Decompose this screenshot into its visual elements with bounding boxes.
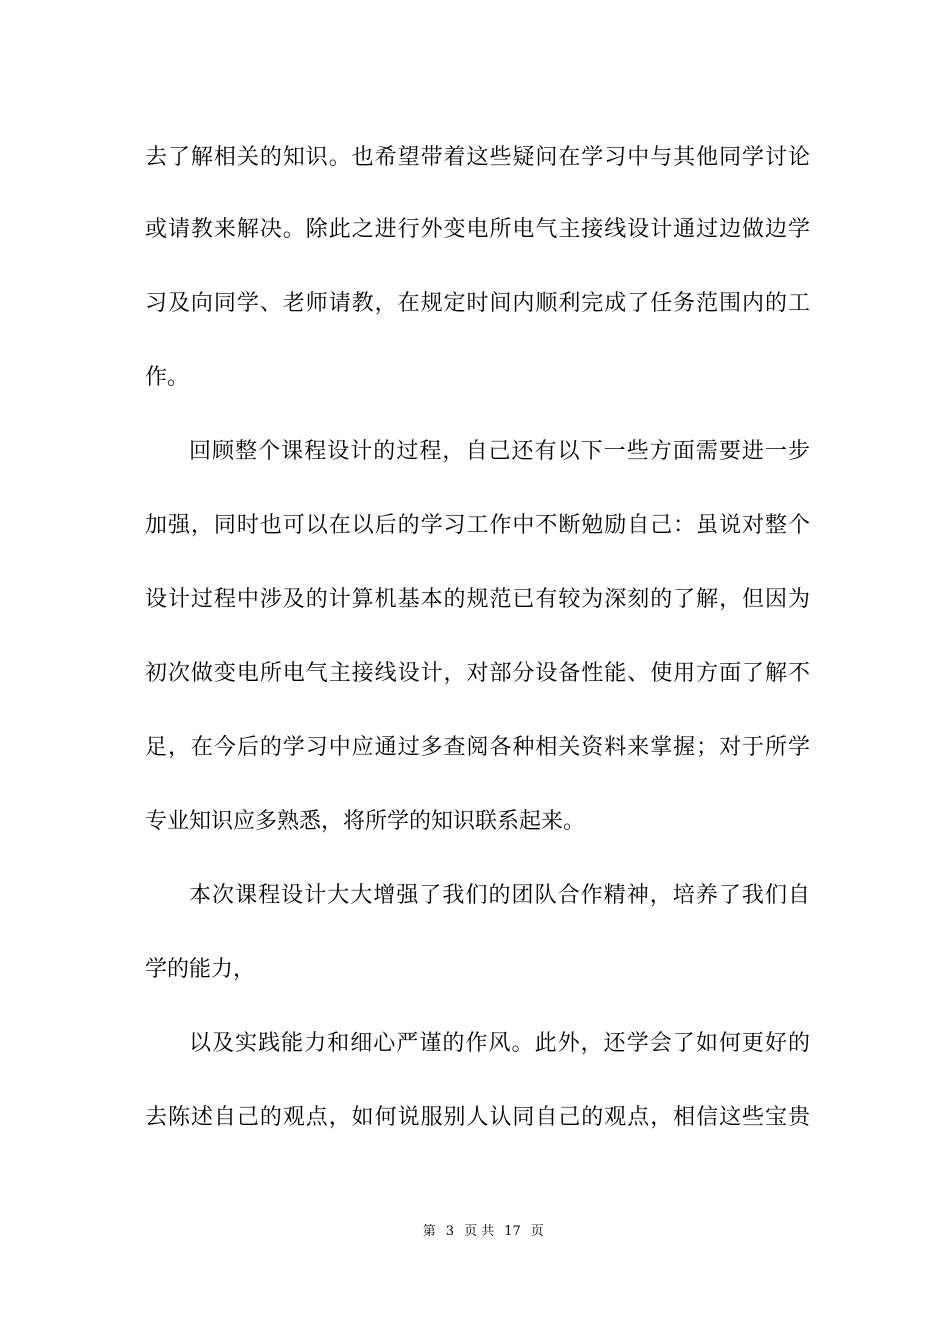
text-line: 专业知识应多熟悉，将所学的知识联系起来。 [145,809,586,834]
text-line: 设计过程中涉及的计算机基本的规范已有较为深刻的了解，但因为 [145,587,810,612]
current-page-number: 3 [445,1224,455,1239]
text-line: 足，在今后的学习中应通过多查阅各种相关资料来掌握；对于所学 [145,735,810,760]
total-page-count: 17 [504,1224,521,1239]
text-line: 习及向同学、老师请教，在规定时间内顺利完成了任务范围内的工 [145,291,810,316]
text-line: 以及实践能力和细心严谨的作风。此外，还学会了如何更好的 [189,1031,810,1056]
text-line: 本次课程设计大大增强了我们的团队合作精神，培养了我们自 [189,883,810,908]
text-line: 初次做变电所电气主接线设计，对部分设备性能、使用方面了解不 [145,661,810,686]
text-line: 加强，同时也可以在以后的学习工作中不断勉励自己：虽说对整个 [145,513,810,538]
footer-middle: 页 共 [464,1224,495,1239]
text-line: 回顾整个课程设计的过程，自己还有以下一些方面需要进一步 [189,439,810,464]
footer-suffix: 页 [530,1224,544,1239]
text-line: 去了解相关的知识。也希望带着这些疑问在学习中与其他同学讨论 [145,145,810,170]
text-line: 作。 [145,365,190,390]
text-line: 或请教来解决。除此之进行外变电所电气主接线设计通过边做边学 [145,217,810,242]
page-footer [0,1208,950,1256]
footer-prefix: 第 [422,1224,436,1239]
text-line: 去陈述自己的观点，如何说服别人认同自己的观点，相信这些宝贵 [145,1105,810,1130]
text-line: 学的能力， [145,957,256,982]
